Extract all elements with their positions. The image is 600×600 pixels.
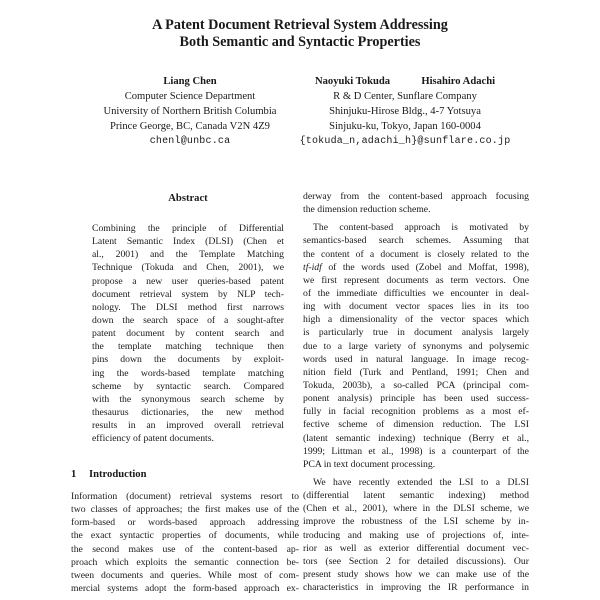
body-line: We have recently extended the LSI to a DLSI: [313, 476, 529, 488]
section-title: Introduction: [89, 469, 147, 480]
tfidf-term: tf-idf: [303, 261, 322, 273]
body-line: ponent analysis) principle has been used success-: [303, 393, 529, 405]
right-column-body: [303, 190, 529, 594]
body-line: (Chen et al., 2001), where in the DLSI scheme, we: [303, 503, 529, 515]
body-line: tf-idf of the words used (Zobel and Moffat, 1998),: [303, 261, 529, 273]
body-line: PCA in text document processing.: [303, 458, 436, 470]
body-line: ing with document vector spaces lies in its too: [303, 301, 529, 313]
abstract-line: scheme by syntactic search. Compared: [92, 380, 284, 392]
abstract-line: Latent Semantic Index (DLSI) (Chen et: [92, 236, 284, 248]
intro-line: proach which exploits the semantic connection be-: [71, 556, 299, 568]
body-line: tors (see Section 2 for detailed discussions). Our: [303, 555, 529, 567]
abstract-heading: Abstract: [168, 193, 208, 204]
paragraph: [303, 221, 529, 471]
abstract-line: down the search space of a sought-after: [92, 314, 284, 326]
abstract-line: Combining the principle of Differential: [92, 223, 284, 234]
intro-line: the exact syntactic properties of documents, while: [71, 530, 299, 542]
body-line: fective scheme of dimension reduction. The LSI: [303, 419, 529, 431]
body-line: is particularly true in document analysis largely: [303, 327, 529, 339]
affiliation-line: Computer Science Department: [124, 91, 256, 102]
abstract-line: propose a new user queries-based patent: [92, 275, 284, 287]
author-email: {tokuda_n,adachi_h}@sunflare.co.jp: [299, 136, 511, 147]
body-line: we first represent documents as term vectors. One: [303, 274, 529, 286]
section-heading-introduction: [71, 469, 147, 480]
body-line: fully in facial recognition problems as a most ef-: [303, 406, 529, 418]
author-email: chenl@unbc.ca: [149, 136, 231, 147]
abstract-line: patent document by content search and: [92, 328, 284, 340]
body-line: troducing and making use of projections of, inte-: [303, 529, 529, 541]
body-line: improve the robustness of the LSI scheme by in-: [303, 516, 529, 528]
body-line: words used in natural language. In image recog-: [303, 353, 529, 365]
intro-line: form-based or words-based approach addressing: [71, 517, 299, 529]
affiliation-line: Shinjuku-Hirose Bldg., 4-7 Yotsuya: [329, 106, 481, 117]
body-line: rior as well as exterior differential document vec-: [303, 542, 529, 554]
body-line: (differential latent semantic indexing) method: [303, 490, 529, 502]
abstract-line: the template matching technique then: [92, 341, 284, 353]
section-number: 1: [71, 469, 77, 480]
intro-line: Information (document) retrieval systems resort to: [71, 491, 299, 502]
paper-title: [0, 17, 600, 51]
body-line: due to a large variety of synonyms and polysemic: [303, 340, 529, 352]
affiliation-line: University of Northern British Columbia: [103, 106, 277, 117]
body-line: The content-based approach is motivated by: [313, 222, 529, 234]
paragraph: [303, 190, 529, 216]
author-name: Hisahiro Adachi: [421, 76, 496, 87]
abstract-line: results in an improved overall retrieval: [92, 420, 284, 432]
body-line: nition field (Turk and Pentland, 1991; Chen and: [303, 366, 529, 378]
body-line: (latent semantic indexing) technique (Berry et al.,: [303, 432, 529, 444]
author-names: [280, 74, 530, 89]
abstract-line: with the synonymous search scheme by: [92, 393, 284, 405]
body-line: semantics-based search schemes. Assuming that: [303, 235, 529, 247]
body-line: derway from the content-based approach focusing: [303, 191, 529, 202]
paragraph: [303, 476, 529, 594]
title-line-1: A Patent Document Retrieval System Addressing: [152, 17, 448, 33]
body-line: present study shows how we can make use of the: [303, 568, 529, 580]
body-line: 1999; Littman et al., 1998) is a counterpart of the: [303, 445, 529, 457]
abstract-line: al., 2001) and the Template Matching: [92, 249, 284, 261]
abstract-line: efficiency of patent documents.: [92, 433, 214, 445]
abstract-body: [92, 222, 284, 445]
affiliation-line: Prince George, BC, Canada V2N 4Z9: [110, 121, 270, 132]
introduction-body: [71, 490, 299, 595]
intro-line: the second makes use of the content-based ap-: [71, 543, 299, 555]
author-name: Liang Chen: [163, 76, 217, 87]
author-name: Naoyuki Tokuda: [314, 76, 391, 87]
body-line: the dimension reduction scheme.: [303, 204, 431, 216]
abstract-line: nology. The DLSI method first narrows: [92, 301, 284, 313]
abstract-line: Technique (Tokuda and Chen, 2001), we: [92, 262, 284, 274]
intro-line: tween documents and queries. While most of com-: [71, 569, 299, 581]
body-line: Tokuda, 2003b), a so-called PCA (principal com-: [303, 379, 529, 391]
body-line: of the immediate difficulties we encounter in deal-: [303, 287, 529, 299]
affiliation-line: R & D Center, Sunflare Company: [333, 91, 477, 102]
abstract-line: ing the words-based template matching: [92, 367, 284, 379]
affiliation-line: Sinjuku-ku, Tokyo, Japan 160-0004: [329, 121, 481, 132]
abstract-line: thesaurus dictionaries, the new method: [92, 406, 284, 418]
body-line: high a dimensionality of the vector spaces which: [303, 314, 529, 326]
intro-line: mercial systems adopt the form-based approach ex-: [71, 582, 299, 594]
abstract-line: document retrieval system by NLP tech-: [92, 288, 284, 300]
abstract-line: pins down the documents by exploit-: [92, 354, 284, 366]
body-line: the content of a document is closely related to the: [303, 248, 529, 260]
author-tokuda-adachi: [280, 74, 530, 149]
author-chen: [95, 74, 285, 149]
body-line: characteristics in improving the IR performance in: [303, 582, 529, 594]
title-line-2: Both Semantic and Syntactic Properties: [179, 34, 421, 50]
intro-line: two classes of approaches; the first makes use of the: [71, 504, 299, 516]
